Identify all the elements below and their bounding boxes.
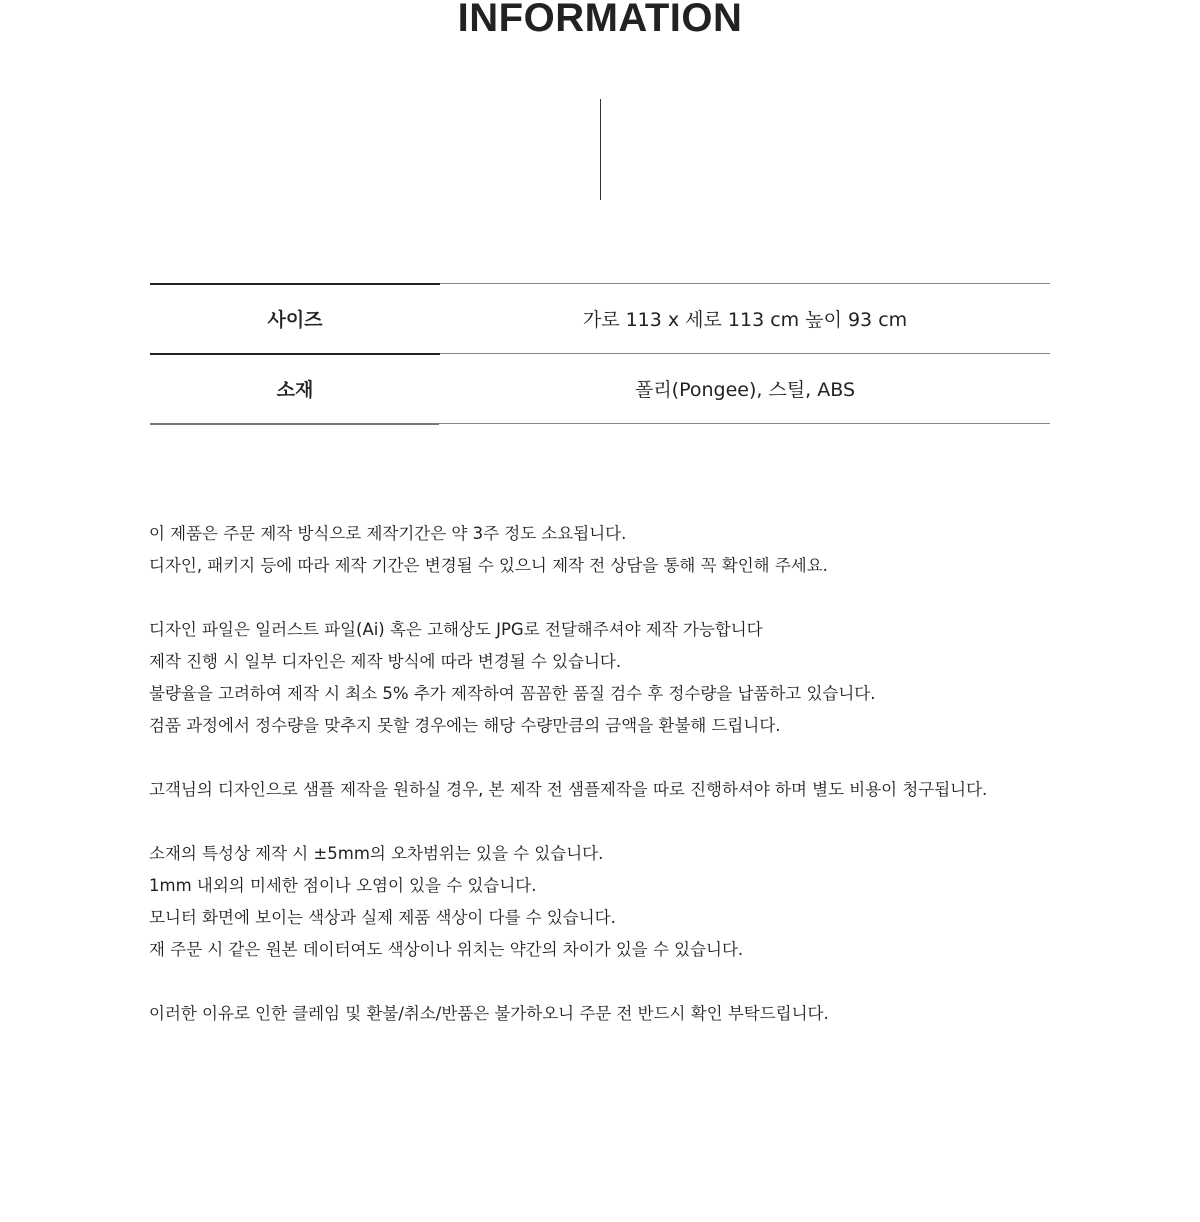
notice-line: 디자인, 패키지 등에 따라 제작 기간은 변경될 수 있으니 제작 전 상담을 통해 꼭 확인해 주세요. [149,556,828,575]
notice-line: 재 주문 시 같은 원본 데이터여도 색상이나 위치는 약간의 차이가 있을 수 있습니다. [149,940,744,959]
spec-key: 소재 [276,378,314,401]
row-divider [440,353,1050,354]
spec-table [150,283,1050,423]
spec-row-size [150,283,1050,353]
notice-text [149,518,1149,1062]
page-title: INFORMATION [457,0,743,40]
notice-line: 검품 과정에서 정수량을 맞추지 못할 경우에는 해당 수량만큼의 금액을 환불해 드립니다. [149,716,781,735]
table-bottom-divider [439,423,1050,424]
notice-line: 1mm 내외의 미세한 점이나 오염이 있을 수 있습니다. [149,876,537,895]
spec-value: 가로 113 x 세로 113 cm 높이 93 cm [582,308,908,331]
notice-line: 디자인 파일은 일러스트 파일(Ai) 혹은 고해상도 JPG로 전달해주셔야 제작 가능합니다 [149,620,763,639]
row-divider [150,283,440,285]
row-divider [150,353,440,355]
notice-line: 소재의 특성상 제작 시 ±5mm의 오차범위는 있을 수 있습니다. [149,844,604,863]
notice-line: 고객님의 디자인으로 샘플 제작을 원하실 경우, 본 제작 전 샘플제작을 따로 진행하셔야 하며 별도 비용이 청구됩니다. [149,780,988,799]
spec-key: 사이즈 [267,308,323,331]
spec-row-material [150,353,1050,423]
spec-value: 폴리(Pongee), 스틸, ABS [634,378,856,401]
notice-line: 제작 진행 시 일부 디자인은 제작 방식에 따라 변경될 수 있습니다. [149,652,622,671]
notice-paragraph [149,614,1149,742]
table-bottom-divider [150,423,439,425]
notice-line: 불량율을 고려하여 제작 시 최소 5% 추가 제작하여 꼼꼼한 품질 검수 후 정수량을 납품하고 있습니다. [149,684,876,703]
notice-line: 이러한 이유로 인한 클레임 및 환불/취소/반품은 불가하오니 주문 전 반드시 확인 부탁드립니다. [149,1004,829,1023]
notice-paragraph [149,774,1149,806]
notice-paragraph [149,518,1149,582]
notice-paragraph [149,998,1149,1030]
row-divider [440,283,1050,284]
notice-line: 모니터 화면에 보이는 색상과 실제 제품 색상이 다를 수 있습니다. [149,908,616,927]
notice-line: 이 제품은 주문 제작 방식으로 제작기간은 약 3주 정도 소요됩니다. [149,524,627,543]
vertical-divider [600,99,601,200]
notice-paragraph [149,838,1149,966]
